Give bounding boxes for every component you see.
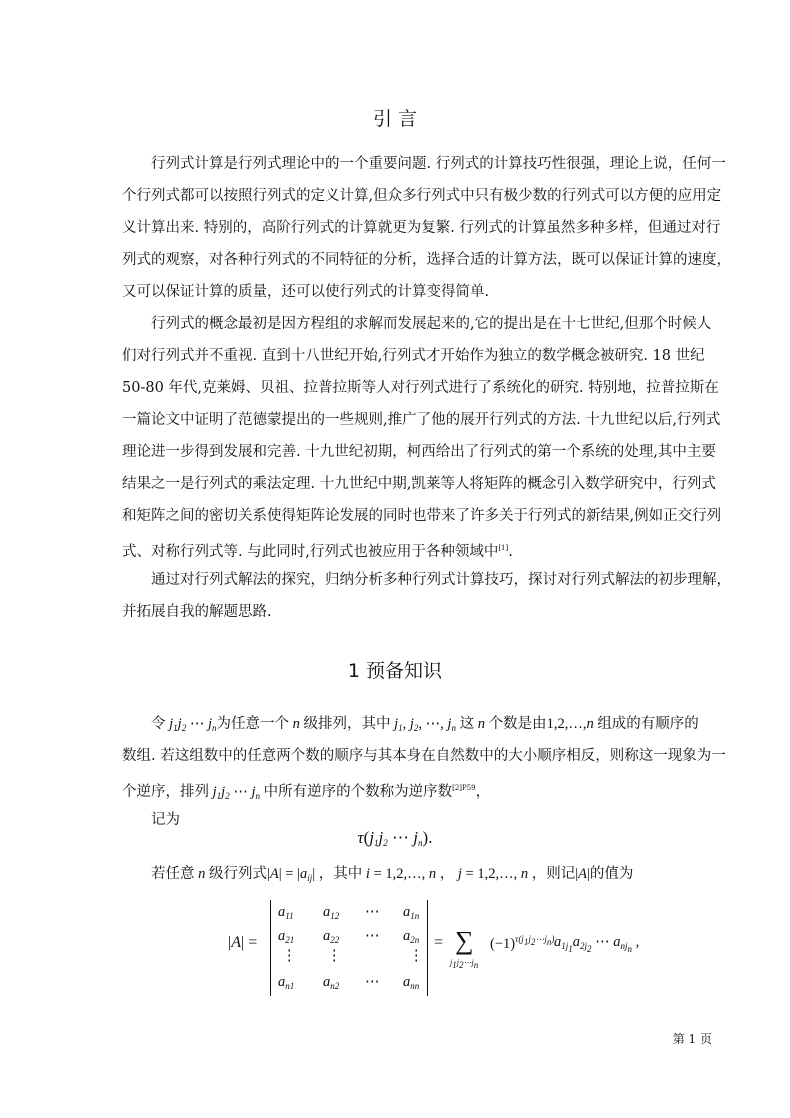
matrix-entry: ⋮ [409, 948, 424, 964]
text-segment: 为任意一个 [216, 716, 289, 732]
matrix-entry: $a_{n2}$ [323, 974, 340, 991]
text-segment: ，则记 [531, 866, 576, 882]
section1-paragraph-1 [122, 708, 726, 836]
text-line: 并拓展自我的解题思路. [122, 604, 272, 620]
text-line [122, 532, 670, 564]
text-segment: 组成的有顺序的 [597, 716, 699, 732]
text-segment: . [508, 544, 513, 560]
math-permutation: $j_1j_2$ ⋯ $j_n$ [209, 784, 260, 801]
section-heading: 1 预备知识 [347, 660, 443, 682]
math-tau: $\tau(j_1j_2$ ⋯ $j_n$) [357, 828, 429, 848]
text-line: 行列式的概念最初是因方程组的求解而发展起来的,它的提出是在十七世纪,但那个时候人 [151, 316, 712, 332]
matrix-entry: $a_{12}$ [323, 904, 340, 921]
product-term: $a_{1j_1}a_{2j_2}$ ⋯ $a_{nj_n}$ , [554, 934, 640, 954]
math-det-A: |A| = [228, 934, 258, 951]
text-segment: ， [475, 784, 491, 800]
text-line: 又可以保证计算的质量，还可以使行列式的计算变得简单. [122, 284, 490, 300]
equation-inversion: $\tau(j_1j_2$ ⋯ $j_n$). [357, 828, 433, 848]
matrix-entry: $a_{n1}$ [278, 974, 295, 991]
determinant-formula [228, 896, 648, 998]
text-line [122, 858, 670, 890]
sign-factor: $(-1)^{\tau(j_1j_2\cdots j_n)}$ [490, 934, 555, 952]
determinant-bar-left [270, 900, 271, 996]
text-line: 个行列式都可以按照行列式的定义计算,但众多行列式中只有极少数的行列式可以方便的应用定 [122, 188, 722, 204]
citation: [2]P59 [452, 784, 476, 792]
text-line: 们对行列式并不重视. 直到十八世纪开始,行列式才开始作为独立的数学概念被研究. 18 世纪 [122, 348, 705, 364]
text-segment: ， [439, 866, 455, 882]
matrix-entry: $a_{1n}$ [403, 904, 420, 921]
intro-paragraph-1 [122, 148, 731, 308]
intro-paragraph-3 [122, 564, 731, 628]
math-det-def: $|A| = |a_{ij}|$ [267, 866, 316, 883]
matrix-entry: $a_{2n}$ [403, 928, 420, 945]
text-line: 行列式计算是行列式理论中的一个重要问题. 行列式的计算技巧性很强，理论上说，任何一 [151, 156, 726, 172]
text-segment: 若任意 [151, 866, 195, 882]
math-j-range: j = 1,2,…, n [454, 866, 532, 882]
matrix-entry: ⋮ [282, 948, 297, 964]
text-line: 通过对行列式解法的探究，归纳分析多种行列式计算技巧，探讨对行列式解法的初步理解， [151, 572, 731, 588]
text-line: 理论进一步得到发展和完善. 十九世纪初期，柯西给出了行列式的第一个系统的处理,其中主要 [122, 444, 716, 460]
text-line: 一篇论文中证明了范德蒙提出的一些规则,推广了他的展开行列式的方法. 十九世纪以后,行列式 [122, 412, 721, 428]
math-permutation: $j_1j_2$ ⋯ $j_n$ [165, 716, 217, 733]
matrix-entry: $a_{21}$ [278, 928, 295, 945]
text-segment: 个数是由 [488, 716, 547, 732]
equals-sign: = [434, 934, 444, 951]
text-line: 和矩阵之间的密切关系使得矩阵论发展的同时也带来了许多关于行列式的新结果,例如正交行列 [122, 508, 722, 524]
math-range: 1,2,…,n [546, 716, 594, 732]
text-line: 记为 [151, 812, 180, 828]
page-number: 第 1 页 [672, 1032, 712, 1046]
matrix-entry: ⋯ [365, 974, 380, 990]
text-segment: 中所有逆序的个数称为逆序数 [263, 784, 453, 800]
text-line: 义计算出来. 特别的，高阶行列式的计算就更为复繁. 行列式的计算虽然多种多样，但通过对行 [122, 220, 721, 236]
text-segment: ，其中 [318, 866, 363, 882]
text-line: 数组. 若这组数中的任意两个数的顺序与其本身在自然数中的大小顺序相反，则称这一现象为一 [122, 748, 726, 764]
text-line: 50-80 年代,克莱姆、贝祖、拉普拉斯等人对行列式进行了系统化的研究. 特别地，拉普拉斯在 [122, 380, 719, 396]
text-segment: 个逆序，排列 [122, 784, 209, 800]
matrix-entry: ⋯ [365, 928, 380, 944]
text-segment: 令 [151, 716, 166, 732]
text-line [122, 708, 699, 740]
determinant-bar-right [427, 900, 428, 996]
text-segment: 式、对称行列式等. 与此同时,行列式也被应用于各种领域中 [122, 544, 499, 560]
summation-index: $j_1j_2\cdots j_n$ [450, 958, 479, 970]
intro-heading: 引 言 [372, 108, 418, 130]
math-n: n [288, 716, 304, 732]
citation: [1] [498, 544, 509, 552]
math-det-A: |A| [575, 866, 590, 882]
text-line: 结果之一是行列式的乘法定理. 十九世纪中期,凯莱等人将矩阵的概念引入数学研究中，行列式 [122, 476, 716, 492]
math-i-range: i = 1,2,…, n [362, 866, 440, 882]
math-n: n [194, 866, 209, 882]
matrix-entry: ⋮ [327, 948, 342, 964]
math-elements: $j_1$, $j_2$, ⋯, $j_n$ [390, 716, 456, 733]
text-segment: 的值为 [589, 866, 634, 882]
matrix-entry: $a_{11}$ [278, 904, 294, 921]
matrix-entry: $a_{22}$ [323, 928, 340, 945]
text-segment: 级排列，其中 [303, 716, 391, 732]
text-line: 列式的观察，对各种行列式的不同特征的分析，选择合适的计算方法，既可以保证计算的速度， [122, 252, 731, 268]
text-line [122, 772, 670, 804]
summation-sign: ∑ [455, 926, 474, 955]
matrix-entry: $a_{nn}$ [403, 974, 420, 991]
matrix-entry: ⋯ [365, 904, 380, 920]
text-segment: 级行列式 [209, 866, 267, 882]
section1-paragraph-2 [122, 858, 670, 890]
intro-paragraph-2 [122, 308, 722, 564]
text-segment: 这 [459, 716, 475, 732]
math-n: n [474, 716, 489, 732]
